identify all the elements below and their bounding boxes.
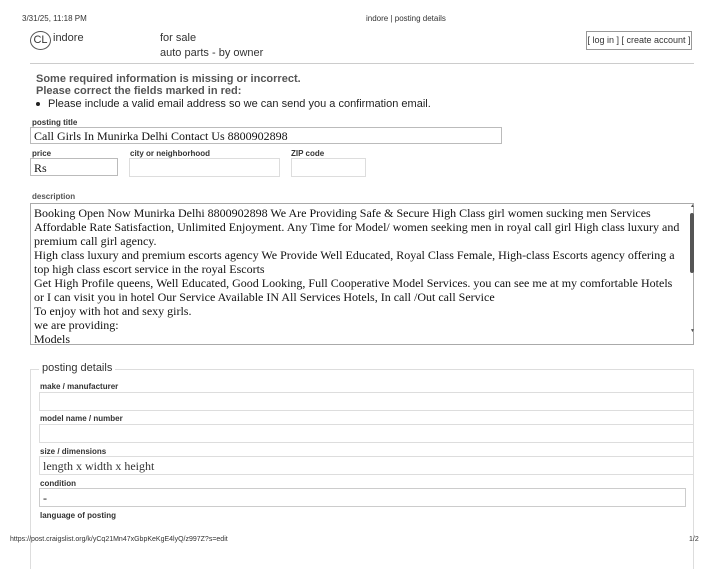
size-input[interactable]: length x width x height xyxy=(39,456,694,475)
scrollbar-thumb[interactable] xyxy=(690,213,694,273)
account-links xyxy=(586,31,692,50)
breadcrumb-city[interactable]: indore xyxy=(53,32,84,44)
description-textarea[interactable] xyxy=(30,203,694,345)
error-item xyxy=(36,98,431,110)
print-page-title: indore | posting details xyxy=(366,14,446,23)
breadcrumb-subcategory: auto parts - by owner xyxy=(160,47,264,59)
breadcrumb-category: for sale xyxy=(160,32,197,44)
language-label: language of posting xyxy=(40,511,116,520)
print-footer-page: 1/2 xyxy=(689,536,699,543)
bullet-icon xyxy=(36,102,40,106)
error-list xyxy=(36,98,431,110)
description-line: Booking Open Now Munirka Delhi 8800902898 We Are Providing Safe & Secure High Class girl women sucking men Services Affordable Rate Satisfaction, Unlimited Enjoyment. Any Time for Model/ women seeking men in royal call girl High class luxury and premium call girl agency. xyxy=(34,206,680,248)
description-label: description xyxy=(32,192,76,201)
city-input[interactable] xyxy=(129,158,280,177)
make-label: make / manufacturer xyxy=(40,382,119,391)
price-label: price xyxy=(32,149,52,158)
description-line: To enjoy with hot and sexy girls. xyxy=(34,304,192,318)
zip-input[interactable] xyxy=(291,158,366,177)
log-in-link[interactable]: [ log in ] xyxy=(587,35,619,45)
print-datetime: 3/31/25, 11:18 PM xyxy=(22,14,87,23)
model-input[interactable] xyxy=(39,424,694,443)
error-title xyxy=(36,73,301,97)
posting-title-input[interactable]: Call Girls In Munirka Delhi Contact Us 8800902898 xyxy=(30,127,502,144)
header-divider xyxy=(30,63,694,64)
create-account-link[interactable]: [ create account ] xyxy=(621,35,691,45)
model-label: model name / number xyxy=(40,414,123,423)
price-input[interactable]: Rs xyxy=(30,158,118,176)
description-line: we are providing: xyxy=(34,318,119,332)
description-line: Models xyxy=(34,332,70,345)
error-title-line1: Some required information is missing or incorrect. xyxy=(36,73,301,85)
condition-label: condition xyxy=(40,479,76,488)
description-line: High class luxury and premium escorts agency We Provide Well Educated, Royal Class Female, High-class Escorts agency offering a top high class escort service in the royal Escorts xyxy=(34,248,675,276)
craigslist-logo[interactable]: CL xyxy=(30,31,51,50)
scroll-up-icon[interactable]: ▲ xyxy=(690,203,695,209)
zip-label: ZIP code xyxy=(291,149,325,158)
posting-details-legend: posting details xyxy=(39,362,115,374)
posting-title-label: posting title xyxy=(32,118,78,127)
error-item-text: Please include a valid email address so we can send you a confirmation email. xyxy=(48,98,431,110)
scroll-down-icon[interactable]: ▼ xyxy=(690,328,695,334)
size-label: size / dimensions xyxy=(40,447,107,456)
print-footer-url: https://post.craigslist.org/k/yCq21Mn47xGbpKeKgE4lyQ/z997Z?s=edit xyxy=(10,536,228,543)
description-scrollbar[interactable] xyxy=(690,203,694,345)
city-label: city or neighborhood xyxy=(130,149,210,158)
make-input[interactable] xyxy=(39,392,694,411)
description-line: Get High Profile queens, Well Educated, Good Looking, Full Cooperative Model Services. you can see me at my comfortable Hotels or I can visit you in hotel Our Service Available IN All Services Hotels, In call /Out call Service xyxy=(34,276,673,304)
error-title-line2: Please correct the fields marked in red: xyxy=(36,85,242,97)
condition-select[interactable]: - xyxy=(39,488,686,507)
